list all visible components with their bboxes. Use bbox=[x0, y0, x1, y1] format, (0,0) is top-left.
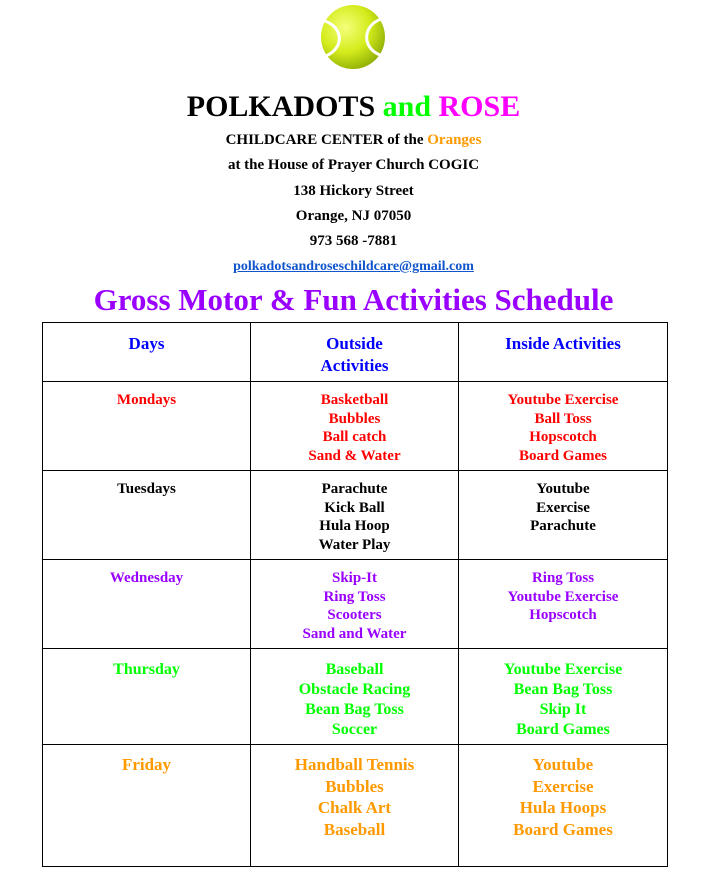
activity-item: Board Games bbox=[519, 447, 607, 464]
table-row bbox=[43, 560, 668, 649]
activity-item: Soccer bbox=[331, 721, 378, 738]
table-row bbox=[43, 745, 668, 867]
brand-rose: ROSE bbox=[438, 90, 521, 123]
day-cell: Wednesday bbox=[43, 560, 251, 649]
inside-activities-cell bbox=[459, 649, 668, 745]
activity-item: Baseball bbox=[325, 661, 384, 678]
activity-item: Kick Ball bbox=[324, 499, 385, 516]
activity-item: Ball Toss bbox=[534, 410, 592, 427]
activity-item: Parachute bbox=[321, 481, 388, 497]
center-name-line bbox=[0, 130, 707, 150]
city-state-zip: Orange, NJ 07050 bbox=[295, 208, 412, 224]
day-cell: Mondays bbox=[43, 382, 251, 471]
phone-number: 973 568 -7881 bbox=[309, 233, 398, 249]
day-cell: Friday bbox=[43, 745, 251, 867]
brand-polkadots: POLKADOTS bbox=[186, 90, 376, 123]
activity-item: Baseball bbox=[323, 819, 386, 839]
activity-item: Ball catch bbox=[322, 429, 387, 445]
table-row bbox=[43, 382, 668, 471]
activity-item: Basketball bbox=[320, 392, 389, 408]
schedule-table bbox=[42, 322, 668, 867]
inside-activities-cell bbox=[459, 560, 668, 649]
email-link[interactable]: polkadotsandroseschildcare@gmail.com bbox=[233, 259, 474, 274]
street-address: 138 Hickory Street bbox=[293, 183, 414, 199]
table-row bbox=[43, 471, 668, 560]
activity-item: Board Games bbox=[516, 721, 610, 738]
brand-name bbox=[0, 89, 707, 125]
center-name: CHILDCARE CENTER of the bbox=[225, 132, 424, 148]
activity-item: Bean Bag Toss bbox=[513, 681, 613, 698]
brand-and: and bbox=[382, 90, 432, 123]
column-header-days: Days bbox=[43, 323, 251, 382]
table-row bbox=[43, 649, 668, 745]
inside-activities-cell bbox=[459, 382, 668, 471]
activity-item: Youtube Exercise bbox=[507, 392, 619, 408]
activity-item: Youtube bbox=[532, 755, 594, 774]
activity-item: Hula Hoops bbox=[519, 798, 607, 817]
schedule-title: Gross Motor & Fun Activities Schedule bbox=[93, 282, 614, 317]
outside-activities-cell bbox=[251, 471, 459, 560]
activity-item: Exercise bbox=[532, 776, 594, 796]
activity-item: Board Games bbox=[513, 819, 613, 839]
activity-item: Skip It bbox=[539, 701, 587, 718]
oranges-word: Oranges bbox=[427, 132, 482, 148]
activity-item: Hula Hoop bbox=[319, 518, 390, 534]
activity-item: Youtube Exercise bbox=[507, 588, 619, 605]
activity-item: Sand & Water bbox=[308, 447, 401, 464]
activity-item: Water Play bbox=[318, 536, 391, 553]
column-header-outside: Outside Activities bbox=[251, 323, 459, 382]
activity-item: Exercise bbox=[536, 499, 590, 516]
activity-item: Hopscotch bbox=[529, 607, 597, 623]
outside-activities-cell bbox=[251, 382, 459, 471]
activity-item: Ring Toss bbox=[323, 588, 386, 605]
inside-activities-cell bbox=[459, 745, 668, 867]
activity-item: Bubbles bbox=[328, 410, 381, 427]
activity-item: Bubbles bbox=[325, 776, 384, 796]
outside-activities-cell bbox=[251, 745, 459, 867]
activity-item: Sand and Water bbox=[302, 625, 407, 642]
activity-item: Youtube bbox=[536, 481, 590, 497]
activity-item: Hopscotch bbox=[529, 429, 597, 445]
activity-item: Parachute bbox=[530, 518, 596, 534]
inside-activities-cell bbox=[459, 471, 668, 560]
header-row bbox=[43, 323, 668, 382]
activity-item: Obstacle Racing bbox=[298, 681, 411, 698]
tennis-ball-icon bbox=[320, 4, 386, 70]
day-cell: Thursday bbox=[43, 649, 251, 745]
outside-activities-cell bbox=[251, 560, 459, 649]
outside-activities-cell bbox=[251, 649, 459, 745]
activity-item: Scooters bbox=[327, 607, 382, 623]
activity-item: Ring Toss bbox=[531, 570, 595, 586]
activity-item: Skip-It bbox=[331, 570, 378, 586]
activity-item: Handball Tennis bbox=[294, 755, 415, 774]
activity-item: Youtube Exercise bbox=[503, 661, 623, 678]
day-cell: Tuesdays bbox=[43, 471, 251, 560]
church-line: at the House of Prayer Church COGIC bbox=[227, 157, 480, 173]
activity-item: Bean Bag Toss bbox=[305, 701, 404, 718]
column-header-inside: Inside Activities bbox=[459, 323, 668, 382]
activity-item: Chalk Art bbox=[317, 798, 392, 817]
